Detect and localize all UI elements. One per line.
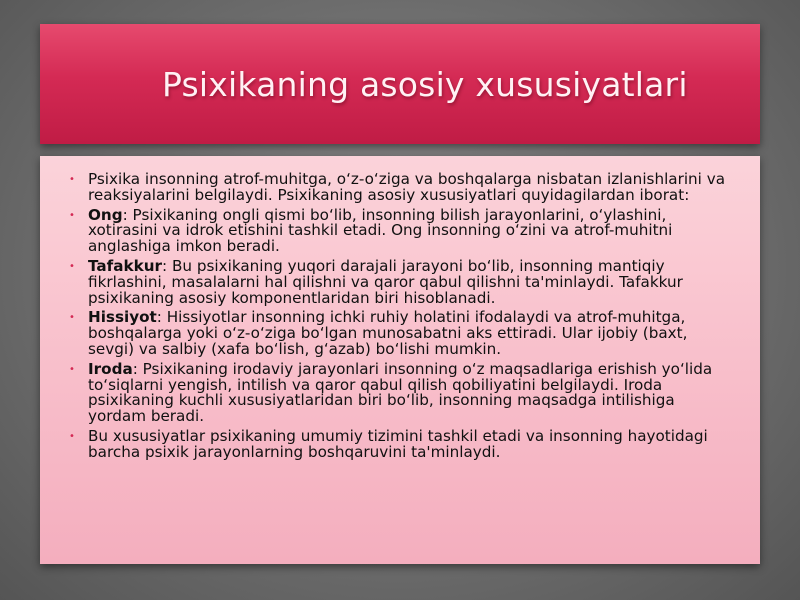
bullet-term: Hissiyot <box>88 308 157 327</box>
bullet-term: Ong <box>88 205 123 224</box>
bullet-icon: • <box>69 174 75 185</box>
bullet-term: Tafakkur <box>88 256 163 275</box>
bullet-text: Hissiyotlar insonning ichki ruhiy holatini ifodalaydi va atrof-muhitga, boshqalarga yoki o‘z-o‘ziga bo‘lgan munosabatni aks ettiradi. Ular ijobiy (baxt, sevgi) va salbiy (xafa bo‘lish, g‘azab) bo‘lishi mumkin. <box>88 308 688 358</box>
bullet-icon: • <box>69 260 75 272</box>
bullet-icon: • <box>69 209 75 221</box>
bullet-icon: • <box>69 430 75 442</box>
bullet-separator: : <box>122 205 128 224</box>
bullet-item-intro <box>66 172 734 204</box>
bullet-separator: : <box>156 308 162 327</box>
bullet-item-summary <box>66 426 734 461</box>
bullet-item-iroda <box>66 359 734 426</box>
bullet-text: Psixikaning irodaviy jarayonlari insonning o‘z maqsadlariga erishish yo‘lida to‘siqlarni yengish, intilish va qaror qabul qilish qobiliyatini belgilaydi. Iroda psixikaning kuchli xususiyatlaridan biri bo‘lib, insonning maqsadga intilishiga yordam beradi. <box>88 359 713 426</box>
bullet-text: Bu xususiyatlar psixikaning umumiy tizimini tashkil etadi va insonning hayotidagi barcha psixik jarayonlarning boshqaruvini ta'minlaydi. <box>88 426 708 461</box>
bullet-text: Psixika insonning atrof-muhitga, o‘z-o‘ziga va boshqalarga nisbatan izlanishlarini va reaksiyalarini belgilaydi. Psixikaning asosiy xususiyatlari quyidagilardan iborat: <box>88 170 726 204</box>
bullet-item-ong <box>66 205 734 256</box>
bullet-text: Bu psixikaning yuqori darajali jarayoni bo‘lib, insonning mantiqiy fikrlashini, masalalarni hal qilishni va qaror qabul qilishni ta'minlaydi. Tafakkur psixikaning asosiy komponentlaridan biri hisoblanadi. <box>88 256 683 307</box>
bullet-separator: : <box>132 359 138 378</box>
bullet-list <box>66 172 734 461</box>
bullet-item-tafakkur <box>66 256 734 307</box>
bullet-item-hissiyot <box>66 310 734 357</box>
bullet-separator: : <box>162 256 168 275</box>
slide-title: Psixikaning asosiy xususiyatlari <box>162 64 688 104</box>
bullet-icon: • <box>69 363 75 375</box>
bullet-icon: • <box>69 312 75 324</box>
bullet-term: Iroda <box>88 359 133 378</box>
content-panel <box>40 156 760 564</box>
title-banner <box>40 24 760 144</box>
bullet-text: Psixikaning ongli qismi bo‘lib, insonning bilish jarayonlarini, o‘ylashini, xotirasini va idrok etishini tashkil etadi. Ong insonning o‘zini va atrof-muhitni anglashiga imkon beradi. <box>88 205 673 256</box>
